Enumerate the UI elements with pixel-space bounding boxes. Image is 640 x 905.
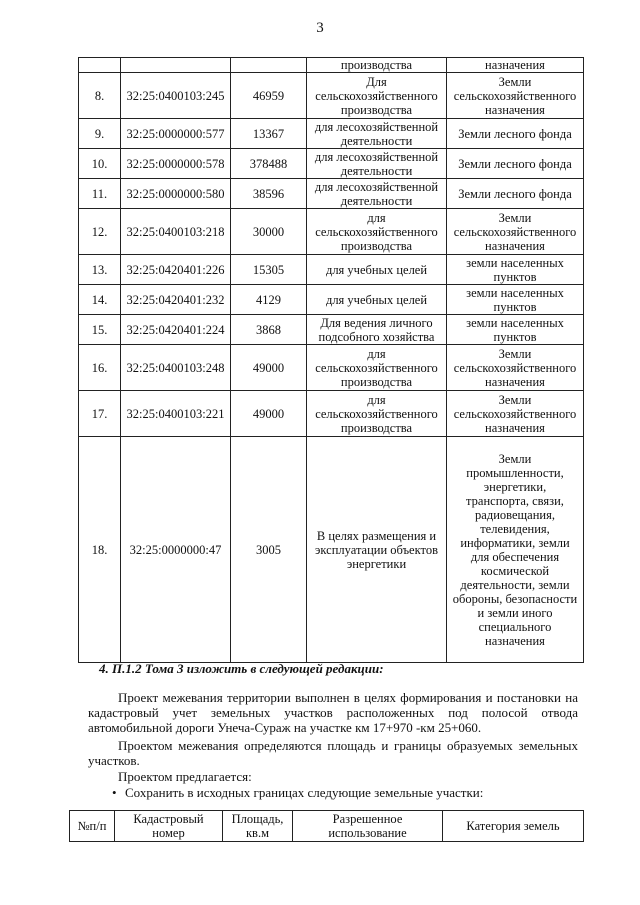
cell-cad: 32:25:0000000:578 <box>121 149 231 179</box>
table-row <box>79 119 584 149</box>
cell-category-line: назначения <box>485 633 545 648</box>
cell-category-line: промышленности, <box>466 465 564 480</box>
cell-category-line: специального <box>478 619 552 634</box>
cell-use-line: для лесохозяйственной <box>314 149 439 164</box>
cell-category-line: назначения <box>485 420 545 435</box>
cell-use-line: для <box>367 210 386 225</box>
cell-num: 13. <box>79 255 121 285</box>
cell-area <box>231 58 307 73</box>
header-cad: Кадастровый номер <box>115 811 223 842</box>
cell-category-line: Земли лесного фонда <box>458 126 572 141</box>
cell-use-line: деятельности <box>340 193 413 208</box>
cell-category <box>447 345 584 391</box>
cell-use-line: Для <box>366 74 387 89</box>
cell-category <box>447 315 584 345</box>
cell-area: 4129 <box>231 285 307 315</box>
cell-area: 46959 <box>231 73 307 119</box>
cell-category-line: Земли лесного фонда <box>458 156 572 171</box>
paragraph-3: Проектом предлагается: <box>118 769 252 784</box>
cell-use-line: сельскохозяйственного <box>315 224 438 239</box>
cell-area: 38596 <box>231 179 307 209</box>
cell-category-line: пунктов <box>493 299 537 314</box>
table-row <box>79 437 584 663</box>
cell-category <box>447 255 584 285</box>
cell-category-line: пунктов <box>493 269 537 284</box>
cell-use-line: для учебных целей <box>325 292 428 307</box>
cell-category-line: телевидения, <box>480 521 550 536</box>
cell-category-line: земли населенных <box>466 255 564 270</box>
cell-category <box>447 179 584 209</box>
cell-use <box>307 391 447 437</box>
cell-area: 30000 <box>231 209 307 255</box>
cell-cad: 32:25:0420401:232 <box>121 285 231 315</box>
cell-cad <box>121 58 231 73</box>
cell-use-line: эксплуатации объектов <box>315 542 438 557</box>
cell-category-line: информатики, земли <box>460 535 570 550</box>
cell-category <box>447 73 584 119</box>
cell-use <box>307 73 447 119</box>
cell-category-line: пунктов <box>493 329 537 344</box>
cell-cad: 32:25:0400103:248 <box>121 345 231 391</box>
cell-use-line: для лесохозяйственной <box>314 119 439 134</box>
header-row <box>70 811 584 842</box>
cell-cad: 32:25:0000000:580 <box>121 179 231 209</box>
cell-cad: 32:25:0400103:245 <box>121 73 231 119</box>
cell-category-line: космической <box>480 563 550 578</box>
table-row <box>79 73 584 119</box>
table-row <box>79 149 584 179</box>
cell-category-line: и земли иного <box>477 605 553 620</box>
table-row <box>79 179 584 209</box>
cell-num: 12. <box>79 209 121 255</box>
cell-category-line: назначения <box>485 102 545 117</box>
cell-cad: 32:25:0420401:226 <box>121 255 231 285</box>
cell-num <box>79 58 121 73</box>
cell-num: 18. <box>79 437 121 663</box>
cell-area: 15305 <box>231 255 307 285</box>
cell-category-line: радиовещания, <box>475 507 555 522</box>
cell-area: 3005 <box>231 437 307 663</box>
cell-use-line: В целях размещения и <box>316 528 437 543</box>
cell-category <box>447 119 584 149</box>
table-row <box>79 285 584 315</box>
cell-use <box>307 119 447 149</box>
cell-category <box>447 149 584 179</box>
cell-num: 11. <box>79 179 121 209</box>
cell-use-line: деятельности <box>340 163 413 178</box>
table-row <box>79 345 584 391</box>
cell-cad: 32:25:0400103:218 <box>121 209 231 255</box>
cell-use-line: деятельности <box>340 133 413 148</box>
cell-category-line: Земли <box>498 346 532 361</box>
cell-num: 10. <box>79 149 121 179</box>
header-category: Категория земель <box>443 811 584 842</box>
cell-category-line: Земли <box>498 210 532 225</box>
bullet-text: Сохранить в исходных границах следующие земельные участки: <box>125 785 484 800</box>
cell-category-line: назначения <box>485 374 545 389</box>
cell-cad: 32:25:0000000:577 <box>121 119 231 149</box>
cell-category-line: сельскохозяйственного <box>453 224 577 239</box>
cell-num: 8. <box>79 73 121 119</box>
cell-use-line: производства <box>340 374 413 389</box>
cell-cad: 32:25:0400103:221 <box>121 391 231 437</box>
cell-use <box>307 315 447 345</box>
cell-use <box>307 345 447 391</box>
cell-use-line: производства <box>340 238 413 253</box>
cell-use-line: подсобного хозяйства <box>318 329 435 344</box>
cell-use-line: для лесохозяйственной <box>314 179 439 194</box>
cell-use-line: для <box>367 346 386 361</box>
table-row <box>79 315 584 345</box>
cell-area: 49000 <box>231 345 307 391</box>
bullet-icon: • <box>112 785 117 800</box>
table-row <box>79 255 584 285</box>
table-row <box>79 209 584 255</box>
cell-category-line: Земли <box>498 392 532 407</box>
cell-num: 9. <box>79 119 121 149</box>
cell-category <box>447 437 584 663</box>
cell-category-line: транспорта, связи, <box>466 493 564 508</box>
cell-category-line: сельскохозяйственного <box>453 360 577 375</box>
land-plots-table <box>78 57 584 663</box>
cell-use-line: сельскохозяйственного <box>315 88 438 103</box>
cell-category-line: сельскохозяйственного <box>453 88 577 103</box>
cell-use-line: производства <box>340 420 413 435</box>
cell-category-line: сельскохозяйственного <box>453 406 577 421</box>
cell-category-line: земли населенных <box>466 315 564 330</box>
cell-cad: 32:25:0420401:224 <box>121 315 231 345</box>
bullet-item <box>112 785 484 801</box>
cell-use <box>307 437 447 663</box>
cell-category-line: для обеспечения <box>470 549 560 564</box>
table-row-continued <box>79 58 584 73</box>
cell-area: 49000 <box>231 391 307 437</box>
table-row <box>79 391 584 437</box>
cell-area: 378488 <box>231 149 307 179</box>
cell-use <box>307 209 447 255</box>
paragraph-1: Проект межевания территории выполнен в целях формирования и постановки на кадастровый учет земельных участков расположенных под полосой отвода автомобильной дороги Унеча-Сураж на участке км 17+970 -км 25+060. <box>88 690 578 735</box>
cell-category-line: земли населенных <box>466 285 564 300</box>
cell-use-line: сельскохозяйственного <box>315 360 438 375</box>
paragraph-2: Проектом межевания определяются площадь и границы образуемых земельных участков. <box>88 738 578 768</box>
cell-use <box>307 285 447 315</box>
header-num: №п/п <box>70 811 115 842</box>
cell-num: 17. <box>79 391 121 437</box>
cell-category-line: энергетики, <box>483 479 547 494</box>
cell-category <box>447 285 584 315</box>
cell-num: 16. <box>79 345 121 391</box>
cell-category-line: Земли <box>498 451 532 466</box>
cell-category <box>447 391 584 437</box>
cell-category-line: деятельности, земли <box>460 577 570 592</box>
cell-use-line: Для ведения личного <box>320 315 433 330</box>
cell-cad: 32:25:0000000:47 <box>121 437 231 663</box>
cell-use-line: энергетики <box>346 556 407 571</box>
cell-category: назначения <box>447 58 584 73</box>
cell-num: 15. <box>79 315 121 345</box>
cell-num: 14. <box>79 285 121 315</box>
cell-category-line: назначения <box>485 238 545 253</box>
header-use: Разрешенное использование <box>293 811 443 842</box>
cell-use: производства <box>307 58 447 73</box>
cell-use-line: для учебных целей <box>325 262 428 277</box>
section-heading: 4. П.1.2 Тома 3 изложить в следующей редакции: <box>99 661 384 676</box>
cell-area: 13367 <box>231 119 307 149</box>
cell-category-line: Земли <box>498 74 532 89</box>
cell-category-line: Земли лесного фонда <box>458 186 572 201</box>
cell-use <box>307 179 447 209</box>
cell-use <box>307 149 447 179</box>
page-number: 3 <box>316 20 324 36</box>
cell-use <box>307 255 447 285</box>
cell-category-line: обороны, безопасности <box>452 591 578 606</box>
cell-use-line: производства <box>340 102 413 117</box>
cell-use-line: для <box>367 392 386 407</box>
cell-use-line: сельскохозяйственного <box>315 406 438 421</box>
cell-category <box>447 209 584 255</box>
header-area: Площадь, кв.м <box>223 811 293 842</box>
cell-area: 3868 <box>231 315 307 345</box>
plots-header-table <box>69 810 584 842</box>
